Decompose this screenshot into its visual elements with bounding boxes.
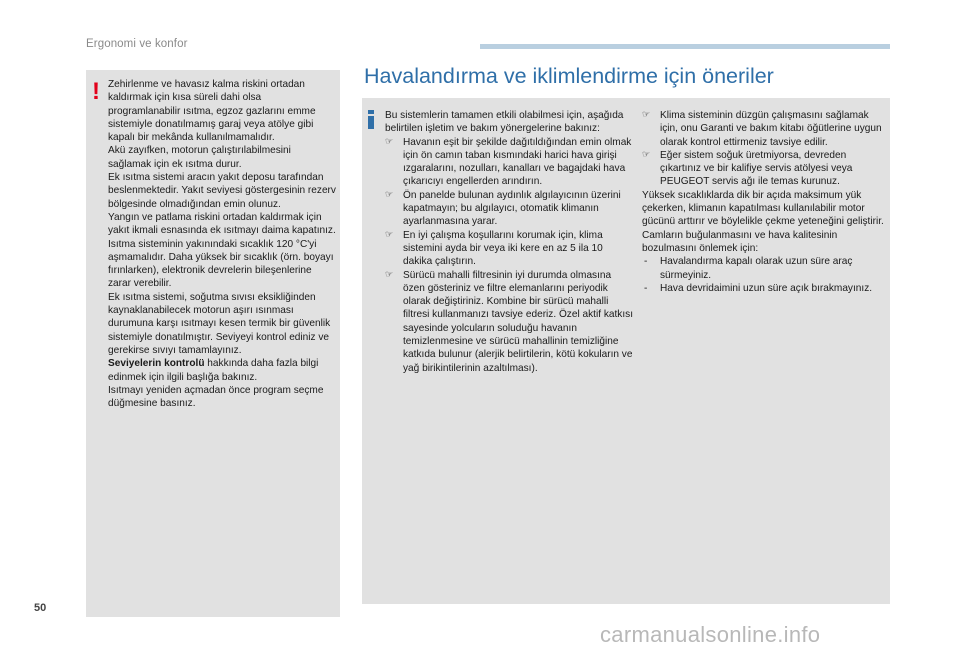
dash-marker: - [644,256,648,268]
pointing-hand-icon: ☞ [642,149,651,160]
list-item: ☞ Ön panelde bulunan aydınlık algılayıcının üzerini kapatmayın; bu algılayıcı, otomatik klimanın ayarlanmasına yarar. [385,189,621,228]
warning-paragraph: Ek ısıtma sistemi aracın yakıt deposu tarafından beslenmektedir. Yakıt seviyesi göstergesinin rezerv bölgesinde olmadığından emin olunuz. [108,172,336,210]
watermark: carmanualsonline.info [600,622,821,647]
pointing-hand-icon: ☞ [642,110,651,120]
warning-text [108,78,336,410]
warning-paragraph: Isıtmayı yeniden açmadan önce program seçme düğmesine basınız. [108,384,324,410]
warning-paragraph [108,357,336,384]
info-icon [368,110,374,129]
section-title: Ergonomi ve konfor [86,38,188,50]
warning-paragraph: Ek ısıtma sistemi, soğutma sıvısı eksikliğinden kaynaklanabilecek motorun aşırı ısınması durumuna karşı ısıtmayı kesen termik bir güvenlik sistemiyle donatılmıştır. Seviyeyi kontrol ediniz ve gerekirse sıvıyı tamamlayınız. [108,291,331,356]
pointing-hand-icon: ☞ [385,229,394,240]
info-column-left [385,109,633,375]
info-paragraph: Camların buğulanmasını ve hava kalitesinin bozulmasını önlemek için: [642,229,838,254]
cross-reference-text: hakkında daha fazla bilgi edinmek için ilgili başlığa bakınız. [108,358,319,383]
cross-reference: Seviyelerin kontrolü [108,358,205,370]
page-number: 50 [34,602,47,614]
list-item: ☞ Sürücü mahalli filtresinin iyi durumda olmasına özen gösteriniz ve filtre elemanlarını periyodik olarak değiştiriniz. Kombine bir sürücü mahalli filtresi kullanmanızı tavsiye ederiz. Özel aktif katkısı sayesinde yolcuların soluduğu havanın temizlenmesine ve sürücü mahallinin temizliğine katkıda bulunur (alerjik belirtilerin, kötü kokuların ve yağ birikintilerinin azaltılması). [385,269,633,374]
list-item: - Havalandırma kapalı olarak uzun süre araç sürmeyiniz. [644,256,853,281]
warning-paragraph: Isıtma sisteminin yakınındaki sıcaklık 120 °C'yi aşmamalıdır. Daha yüksek bir sıcaklık (örn. boyayı fırınlarken), elektronik devrelerin bileşenlerine zarar verebilir. [108,238,334,290]
list-item: ☞ Eğer sistem soğuk üretmiyorsa, devreden çıkartınız ve bir kalifiye servis atölyesi veya PEUGEOT servis ağı ile temas kurunuz. [642,149,853,188]
warning-paragraph: Akü zayıfken, motorun çalıştırılabilmesini sağlamak için ek ısıtma durur. [108,145,291,170]
info-column-right [642,109,886,295]
header-rule [480,44,890,49]
dash-marker: - [644,282,648,294]
pointing-hand-icon: ☞ [385,269,394,280]
list-item: ☞ Havanın eşit bir şekilde dağıtıldığından emin olmak için ön camın taban kısmındaki harici hava girişi ızgaralarını, nozulları, kanalları ve bagajdaki hava çıkarıcıyı engellerden arındırın. [385,136,632,188]
page-title: Havalandırma ve iklimlendirme için öneriler [364,64,774,88]
pointing-hand-icon: ☞ [385,189,394,200]
list-item: ☞ En iyi çalışma koşullarını korumak için, klima sistemini ayda bir veya iki kere en az 5 ila 10 dakika çalıştırın. [385,229,603,268]
info-intro: Bu sistemlerin tamamen etkili olabilmesi için, aşağıda belirtilen işletim ve bakım yönergelerine bakınız: [385,110,624,135]
list-item: - Hava devridaimini uzun süre açık bırakmayınız. [644,282,873,294]
warning-paragraph: Yangın ve patlama riskini ortadan kaldırmak için yakıt ikmali esnasında ek ısıtmayı daima kapatınız. [108,211,336,237]
warning-paragraph: Zehirlenme ve havasız kalma riskini ortadan kaldırmak için kısa süreli dahi olsa programlanabilir ısıtma, egzoz gazlarını emme sistemiyle donatılmamış garaj veya atölye gibi kapalı bir mekânda kullanılmamalıdır. [108,79,316,144]
info-paragraph: Yüksek sıcaklıklarda dik bir açıda maksimum yük çekerken, klimanın kapatılması kullanılabilir motor gücünü arttırır ve böylelikle çekme yeteneğini geliştirir. [642,189,884,228]
pointing-hand-icon: ☞ [385,136,394,147]
exclamation-icon: ! [92,78,100,105]
list-item: ☞ Klima sisteminin düzgün çalışmasını sağlamak için, onu Garanti ve bakım kitabı öğütlerine uygun olarak kontrol ettirmeniz tavsiye edilir. [642,110,882,148]
